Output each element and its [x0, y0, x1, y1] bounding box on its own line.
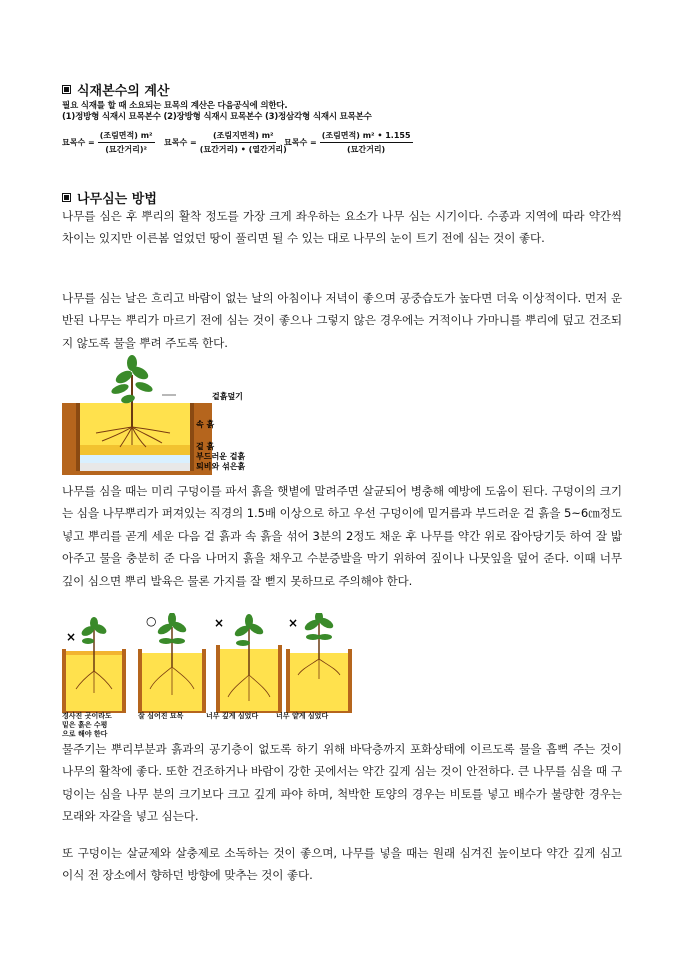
formula-intro-line1: 필요 식재를 할 때 소요되는 묘목의 계산은 다음공식에 의한다. — [62, 101, 288, 111]
formula-intro — [62, 101, 372, 123]
formula-denominator: (묘간거리) — [346, 145, 386, 154]
formula-lhs: 묘목수 = — [164, 138, 197, 147]
mark-4: × — [288, 616, 299, 630]
paragraph-pit-preparation: 나무를 심을 때는 미리 구덩이를 파서 흙을 햇볕에 말려주면 살균되어 병충해 예방에 도움이 된다. 구덩이의 크기는 심을 나무뿌리가 퍼져있는 직경의 1.5배 이상으로 하고 우선 구덩이에 밑거름과 부드러운 겉 흙을 5~6㎝정도 넣고 뿌리를 곧게 세운 다음 겉 흙과 속 흙을 섞어 3분의 2정도 채운 후 나무를 약간 위로 잡아당기듯 하여 잘 밟아주고 물을 충분히 준 다음 나머지 흙을 채우고 수분증발을 막기 위하여 짚이나 나뭇잎을 덮어 준다. 이때 너무 깊이 심으면 뿌리 발육은 물론 가지를 잘 뻗지 못하므로 주의해야 한다. — [62, 484, 622, 588]
section-heading-planting-count — [62, 80, 169, 99]
caption-slope: 경사진 곳이라도 밑은 흙은 수평 으로 해야 한다 — [62, 712, 112, 738]
formula-denominator: (묘간거리)² — [105, 145, 147, 154]
label-cover: 겉흙덮기 — [212, 392, 243, 401]
checkbox-square-icon — [62, 193, 71, 202]
formula-numerator: (조림지면적) m² — [211, 130, 276, 143]
formula-lhs: 묘목수 = — [62, 138, 95, 147]
paragraph-watering: 물주기는 뿌리부분과 흙과의 공기층이 없도록 하기 위해 바닥층까지 포화상태에 이르도록 물을 흠뻑 주는 것이 나무의 활착에 좋다. 또한 건조하거나 바람이 강한 곳에서는 약간 깊게 심는 것이 안전하다. 큰 나무를 심을 때 구덩이는 심을 나무 분의 크기보다 크고 깊게 파야 하며, 척박한 토양의 경우는 비토를 넣고 배수가 불량한 경우는 모래와 자갈을 넣고 심는다. — [62, 742, 622, 824]
formula-square — [62, 130, 155, 155]
example-good — [138, 613, 206, 713]
formula-rectangle — [164, 130, 287, 155]
mark-1: × — [66, 630, 77, 644]
caption-good: 잘 심어진 묘목 — [138, 712, 184, 720]
example-too-deep — [216, 614, 282, 713]
formula-triangle — [284, 130, 413, 155]
label-compost-soil: 퇴비와 섞은흙 — [196, 462, 246, 471]
paragraph-planting-time: 나무를 심은 후 뿌리의 활착 정도를 가장 크게 좌우하는 요소가 나무 심는 시기이다. 수종과 지역에 따라 약간씩 차이는 있지만 이른봄 얼었던 땅이 풀리면 될 수 있는 대로 나무의 눈이 트기 전에 심는 것이 좋다. — [62, 209, 622, 246]
section-title: 나무심는 방법 — [77, 192, 157, 207]
label-topsoil: 겉 흙 — [196, 442, 215, 451]
caption-too-deep: 너무 깊게 심었다 — [206, 712, 259, 720]
planting-depth-examples — [62, 613, 352, 713]
formula-lhs: 묘목수 = — [284, 138, 317, 147]
section-title: 식재본수의 계산 — [77, 84, 170, 99]
topsoil-layer — [80, 445, 190, 455]
label-soft-topsoil: 부드러운 겉흙 — [196, 452, 246, 461]
label-subsoil: 속 흙 — [196, 420, 215, 429]
soft-soil-layer — [80, 455, 190, 463]
compost-layer — [80, 463, 190, 471]
mark-3: × — [214, 616, 225, 630]
paragraph-disinfection: 또 구덩이는 살균제와 살충제로 소독하는 것이 좋으며, 나무를 넣을 때는 원래 심겨진 높이보다 약간 깊게 심고 이식 전 장소에서 향하던 방향에 맞추는 것이 좋다. — [62, 846, 622, 883]
caption-too-shallow: 너무 얕게 심었다 — [276, 712, 329, 720]
checkbox-square-icon — [62, 85, 71, 94]
formula-intro-line2: (1)정방형 식재시 묘목본수 (2)장방형 식재시 묘목본수 (3)정삼각형 식재시 묘목본수 — [62, 112, 372, 122]
paragraph-planting-day: 나무를 심는 날은 흐리고 바람이 없는 날의 아침이나 저녁이 좋으며 공중습도가 높다면 더욱 이상적이다. 먼저 운반된 나무는 뿌리가 마르기 전에 심는 것이 좋으나 그렇지 않은 경우에는 거적이나 가마니를 뿌리에 덮고 건조되지 않도록 물을 뿌려 주도록 한다. — [62, 291, 622, 350]
formula-numerator: (조림면적) m² • 1.155 — [320, 130, 413, 143]
formula-denominator: (묘간거리) • (열간거리) — [199, 145, 287, 154]
mark-2: ○ — [146, 614, 157, 628]
formula-numerator: (조림면적) m² — [98, 130, 155, 143]
planting-pit-diagram — [62, 355, 252, 475]
